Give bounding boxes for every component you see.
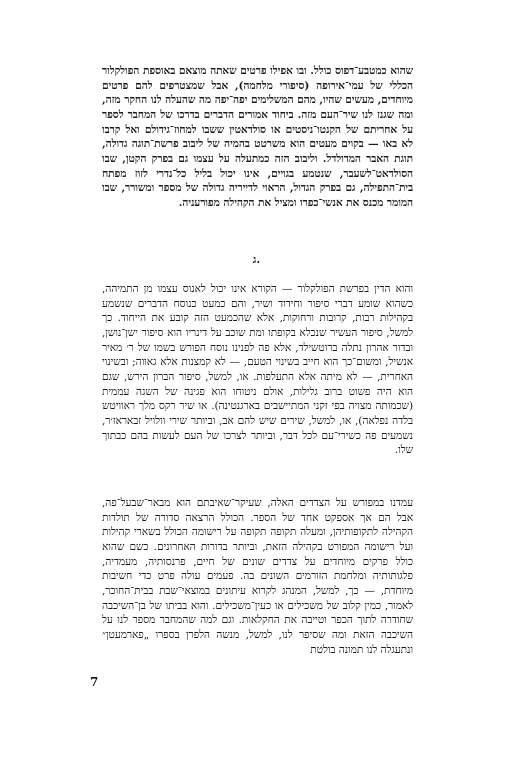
paragraph-text: שהוא כמטבע־דפוס כולל. ובו אפילו פרטים שאתה מוצאם באוספת הפולקלור הכללי של עמי־אירופה (סיפורי מלחמה), אבל שמצטרפים להם פרטים מיוחדים, מעשים שהיו, מהם המשלימים יפה־יפה מה שהעלה לנו החקר מזה, ומה שגנז לנו שיר־העם מזה. ביחוד אמורים הדברים בדרכו של המחבר לספר על אחריתם של הקנטו־ניסטים או סולדאטין ששבו למחוז־גידולם ואל קרבו לא באו — בקוים מעטים הוא משרטט בהמיה של ליבוב פרשת־תוגה גדולה, תוגת האבר המדולדל. וליבוב הזה כמתעלה על עצמו גם בפרק הקטן, שבו הסולדאט־לשעבר, שנטמע בגויים, אינו יכול בליל כל־נדרי לזוז מפתח בית־התפילה, גם בפרק הגדול, הראוי לדייריה גדולה של מספר ומשורר, שבו המומר מכנס את אנשי־כפרו ומציל את הקהילה מפורעניה. xyxy=(102,65,413,209)
paragraph-3 xyxy=(102,496,413,657)
paragraph-2 xyxy=(102,282,413,458)
paragraph-text: והוא הדין בפרשת הפולקלור — הקורא אינו יכול לאנוס עצמו מן התמיהה, כשהוא שומע דברי סיפור וחידוד ושיר, והם כמעט כנוסח הדברים שנשמע בקהילות רבות, קרובות ורחוקות, אלא שהכמעט הזה קובע את הייחוד. כך למשל, סיפור העשיר שנכלא בקופתו ומת שוכב על דינריו הוא סיפור ישן־נושן, ובדור אהרון נתלה ברוטשילד, אלא פה לפנינו נוסח הפורש בשמו של ר׳ מאיר אנשיל, ומשום־כך הוא חייב בשינוי הטעם, — לא קמצנות אלא גאווה; ובשינוי האחרית, — לא מיתה אלא התעלפות. או, למשל, סיפור הברון הירש, שגם הוא היה פשוט ברוב גלילות, אולם ניטוחו הוא פגינה של השגה עממית (שכמותה מצויה בפי זקני המתיישבים בארגנטינה). או שיר רקס מלך ראוויטש בלדה נפלאה), או, למשל, שירים שיש להם אב, וביותר שירי וולויל זבאראז׳ר, נשמעים פה כשירי־עם לכל דבר, וביותר לצרכו של העם לעשות בהם כבתוך שלו. xyxy=(102,283,413,457)
section-marker: ג. xyxy=(252,253,261,266)
page-number: 7 xyxy=(90,675,99,689)
paragraph-text: עמדנו במפורש על הצדדים האלה, שעיקר־שאיבתם הוא מבאר־שבעל־פה, אבל הם אך אספקט אחד של הספר. הכולל הרצאה סדורה של תולדות הקהילה לתקופותיהן, ומעלה תקופה תקופה על רישומה הכולל בשארי קהילות ועל רישומה המפורט בקהילה הזאת, וביותר בדורות האחרונים. כשם שהוא כולל פרקים מיוחדים על צדדים שונים של חיים, פרנסותיה, מעמדיה, פלגותותיה ומלחמת הזורמים השונים בה. פעמים עולה פרט כדי חשיבות מיוחדת, — כך, למשל, המנהג לקרוא עיתונים במוצאי־שבת בבית־החוכר, לאמור, כמין קלוב של משכילים או כעין־משכילים. והוא בביתו של בן־השיכבה שחודרה לתוך הכפר וטייבה את החקלאות. וגם למה שהמחבר מספר לנו על השיכבה הזאת ומה שסיפר לנו, למשל, מנשה הלפרן בספרו „פארמעטן״ ונתעגלה לנו תמונה בולטת xyxy=(102,497,413,656)
paragraph-1 xyxy=(102,64,413,211)
